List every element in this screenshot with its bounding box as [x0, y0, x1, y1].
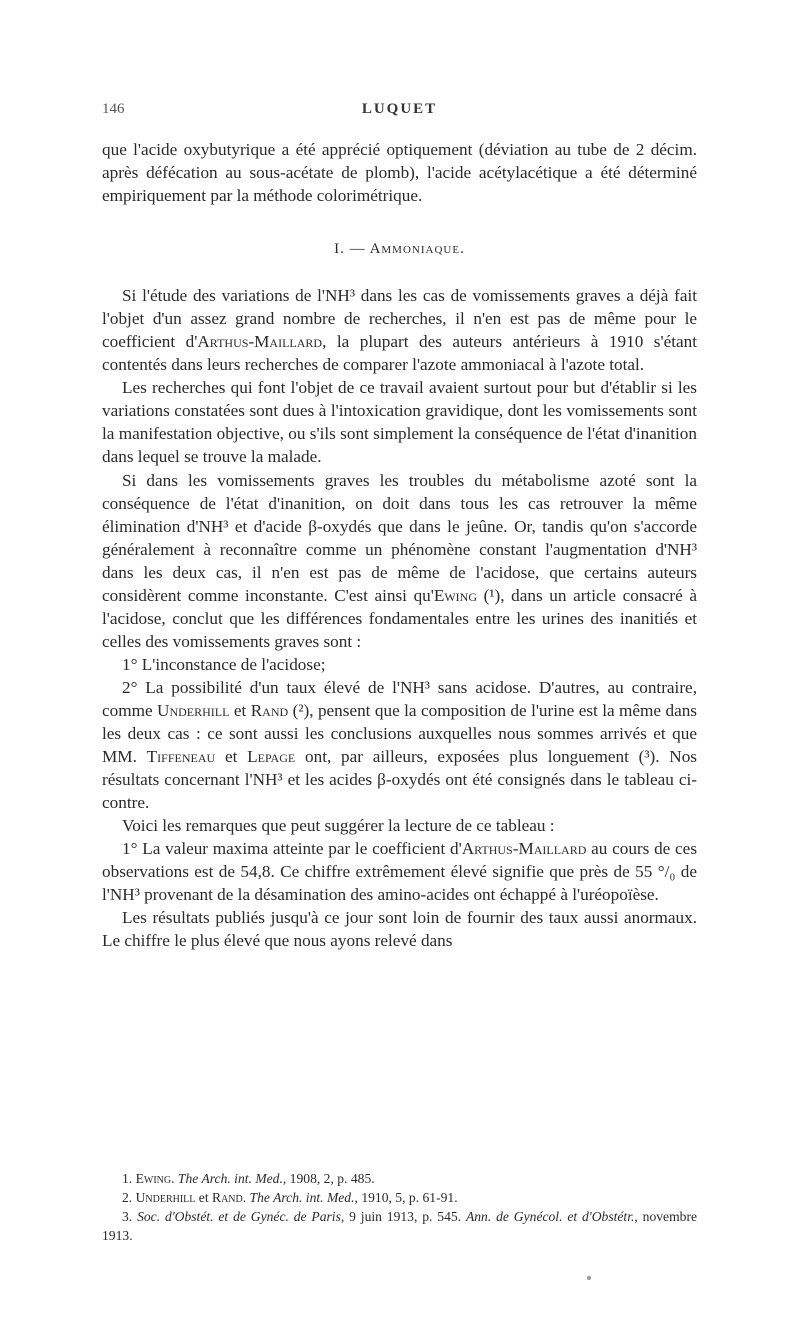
paragraph-remarks-intro: Voici les remarques que peut suggérer la lecture de ce tableau : [122, 816, 555, 836]
paragraph-research-goal: Les recherches qui font l'objet de ce travail avaient surtout pour but d'établir si les variations constatées sont dues à l'intoxication gravidique, dont les vomissements sont la manifestation objective, ou s'ils sont simplement la conséquence de l'état d'inanition dans lequel se trouve la malade. [102, 378, 697, 467]
running-head [102, 101, 697, 123]
paragraph-inanition: Si dans les vomissements graves les troubles du métabolisme azoté sont la conséquence de l'état d'inanition, on doit dans tous les cas retrouver la même élimination d'NH³ et d'acide β-oxydés que dans le jeûne. Or, tandis qu'on s'accorde généralement à reconnaître comme un phénomène constant l'augmentation d'NH³ dans les deux cas, il n'en est pas de même de l'acidose, que certains auteurs considèrent comme inconstante. C'est ainsi qu'Ewing (¹), dans un article consacré à l'acidose, conclut que les différences fondamentales entre les urines des inanitiés et celles des vomissements graves sont : [102, 470, 697, 651]
author-name: Lepage [247, 747, 296, 767]
footnote-2: 2. Underhill et Rand. The Arch. int. Med., 1910, 5, p. 61-91. [122, 1190, 458, 1205]
intro-paragraph: que l'acide oxybutyrique a été apprécié optiquement (déviation au tube de 2 décim. après défécation au sous-acétate de plomb), l'acide acétylacétique a été déterminé empiriquement par la méthode colorimétrique. [102, 140, 697, 206]
author-name: Ewing [433, 585, 478, 605]
body-text [102, 138, 697, 953]
footnote-3: 3. Soc. d'Obstét. et de Gynéc. de Paris, 9 juin 1913, p. 545. Ann. de Gynécol. et d'Obstétr., novembre 1913. [102, 1209, 698, 1243]
author-name: Arthus-Maillard [461, 839, 587, 859]
footnote-1: 1. Ewing. The Arch. int. Med., 1908, 2, p. 485. [122, 1171, 375, 1186]
author-name: Tiffeneau [146, 747, 216, 767]
paragraph-published-results: Les résultats publiés jusqu'à ce jour sont loin de fournir des taux aussi anormaux. Le chiffre le plus élevé que nous ayons relevé dans [102, 908, 697, 951]
author-name: Underhill [157, 700, 230, 720]
print-speck [587, 1276, 591, 1280]
list-item-1: 1° L'inconstance de l'acidose; [122, 654, 326, 674]
running-title: LUQUET [361, 101, 438, 117]
author-name: Arthus-Maillard [197, 332, 323, 352]
paragraph-ammonia-studies: Si l'étude des variations de l'NH³ dans les cas de vomissements graves a déjà fait l'objet d'un assez grand nombre de recherches, il n'en est pas de même pour le coefficient d'Arthus-Maillard, la plupart des auteurs antérieurs à 1910 s'étant contentés dans leurs recherches de comparer l'azote ammoniacal à l'azote total. [102, 286, 697, 375]
page-number: 146 [102, 101, 125, 117]
list-item-2: 2° La possibilité d'un taux élevé de l'NH³ sans acidose. D'autres, au contraire, comme Underhill et Rand (²), pensent que la composition de l'urine est la même dans les deux cas : ce sont aussi les conclusions auxquelles nous sommes arrivés et que MM. Tiffeneau et Lepage ont, par ailleurs, exposées plus longuement (³). Nos résultats concernant l'NH³ et les acides β-oxydés ont été consignés dans le tableau ci-contre. [102, 677, 697, 813]
footnotes [102, 1169, 697, 1245]
paragraph-max-value: 1° La valeur maxima atteinte par le coefficient d'Arthus-Maillard au cours de ces observations est de 54,8. Ce chiffre extrêmement élevé signifie que près de 55 °/₀ de l'NH³ provenant de la désamination des amino-acides ont échappé à l'uréopoïèse. [102, 839, 698, 905]
section-heading: I. — Ammoniaque. [334, 241, 465, 258]
author-name: Rand [250, 700, 289, 720]
